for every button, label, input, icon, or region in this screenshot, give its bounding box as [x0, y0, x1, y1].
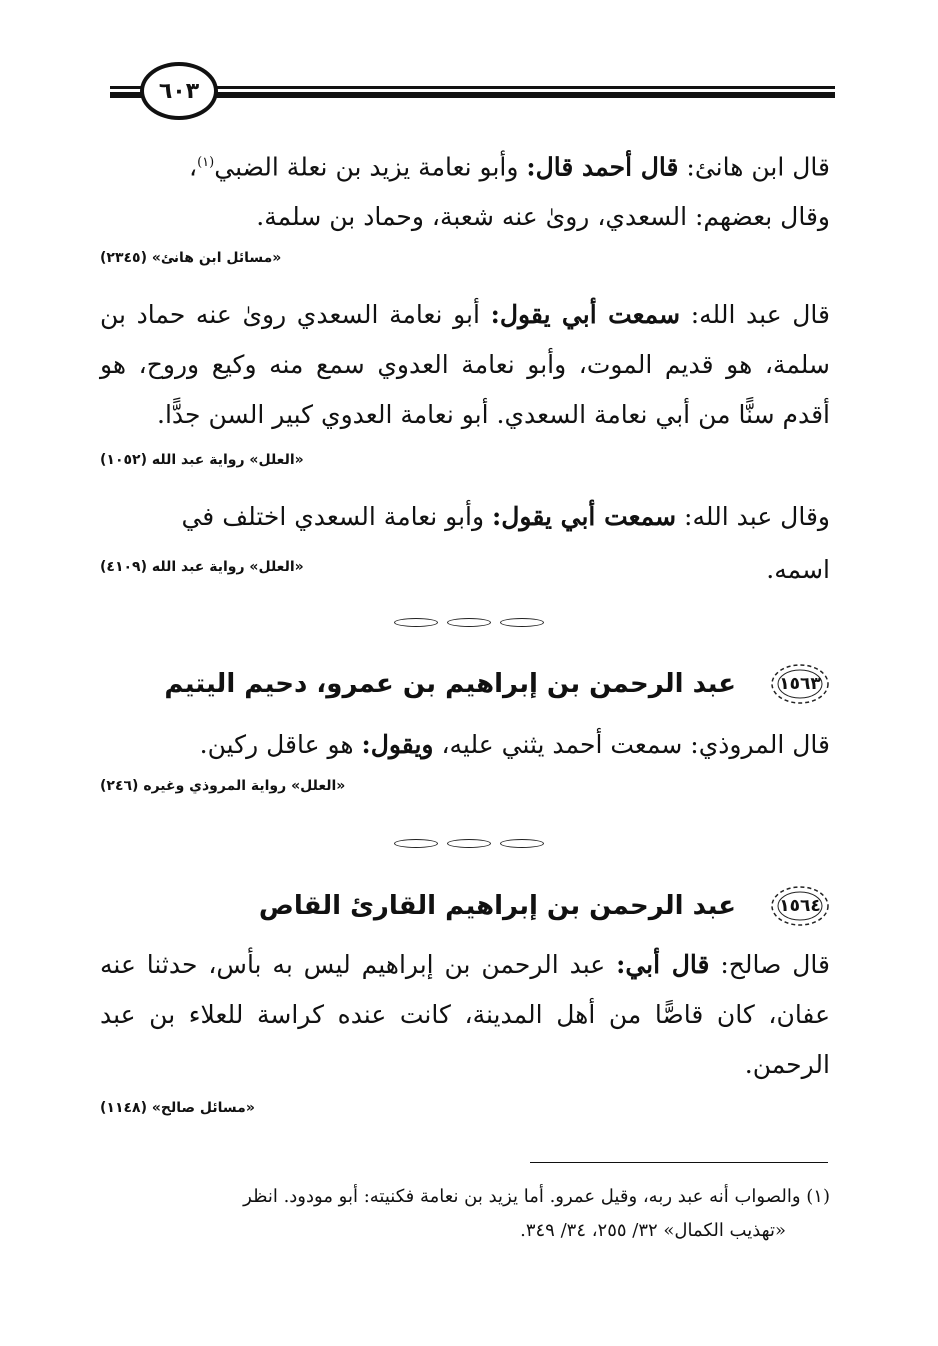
bold-phrase: سمعت أبي يقول: — [490, 300, 681, 329]
entry-number-badge — [770, 884, 830, 928]
paragraph-abdullah-1: قال عبد الله: سمعت أبي يقول: أبو نعامة السعدي روىٰ عنه حماد بن سلمة، هو قديم الموت، وأبو نعامة العدوي سمع منه وكيع وروح، هو أقدم سنًّا من أبي نعامة السعدي. أبو نعامة العدوي كبير السن جدًّا. — [100, 300, 830, 429]
paragraph-end-line — [100, 545, 830, 595]
source-citation: «العلل» رواية عبد الله (١٠٥٢) — [100, 452, 304, 468]
header-rule — [110, 86, 835, 102]
footnote-marker: (١) — [806, 1186, 830, 1207]
source-citation: «العلل» رواية عبد الله (٤١٠٩) — [100, 559, 304, 575]
paragraph-line: وقال بعضهم: السعدي، روىٰ عنه شعبة، وحماد بن سلمة. — [256, 202, 830, 232]
trail-comma: ، — [189, 152, 198, 182]
entry-number: ١٥٦٤ — [779, 896, 821, 916]
bold-phrase: ويقول: — [361, 730, 434, 759]
page-number-badge — [140, 62, 218, 120]
paragraph-line — [100, 138, 830, 192]
footnote-text: والصواب أنه عبد ربه، وقيل عمرو. أما يزيد بن نعامة فكنيته: أبو مودود. انظر — [243, 1186, 801, 1207]
bold-phrase: قال أبي: — [616, 950, 710, 979]
entry-header — [100, 662, 830, 712]
entry-text: قال المروذي: سمعت أحمد يثني عليه، ويقول: هو عاقل ركين. — [199, 730, 830, 759]
footnote-rule — [530, 1162, 828, 1163]
bold-phrase: قال أحمد قال: — [526, 152, 679, 182]
entry-title: عبد الرحمن بن إبراهيم بن عمرو، دحيم اليتيم — [164, 669, 736, 699]
source-citation: «مسائل ابن هانئ» (٢٣٤٥) — [100, 250, 282, 266]
text-part: قال ابن هانئ: — [678, 152, 830, 182]
page-number: ٦٠٣ — [158, 78, 200, 104]
section-ornament — [394, 835, 544, 851]
footnote-marker[interactable]: (١) — [197, 155, 215, 170]
section-ornament — [394, 614, 544, 630]
entry-number-badge — [770, 662, 830, 706]
paragraph-ibn-hani — [100, 138, 830, 242]
footnote — [100, 1180, 830, 1248]
bold-phrase: سمعت أبي يقول: — [492, 502, 677, 531]
entry-title: عبد الرحمن بن إبراهيم القارئ القاص — [258, 891, 736, 921]
footnote-line: «تهذيب الكمال» ٣٢/ ٢٥٥، ٣٤/ ٣٤٩. — [520, 1220, 786, 1241]
entry-number: ١٥٦٣ — [779, 674, 821, 694]
entry-header — [100, 884, 830, 934]
text-part: وأبو نعامة يزيد بن نعلة الضبي — [214, 152, 527, 182]
entry-text: قال صالح: قال أبي: عبد الرحمن بن إبراهيم ليس به بأس، حدثنا عنه عفان، كان قاصًّا من أهل المدينة، كانت عنده كراسة للعلاء بن عبد الرحمن. — [100, 950, 831, 1079]
paragraph-abdullah-2: وقال عبد الله: سمعت أبي يقول: وأبو نعامة السعدي اختلف في — [181, 502, 830, 531]
last-word: اسمه. — [766, 555, 830, 584]
source-citation: «العلل» رواية المروذي وغيره (٢٤٦) — [100, 778, 346, 794]
footnote-line — [100, 1180, 830, 1214]
source-citation: «مسائل صالح» (١١٤٨) — [100, 1100, 255, 1116]
